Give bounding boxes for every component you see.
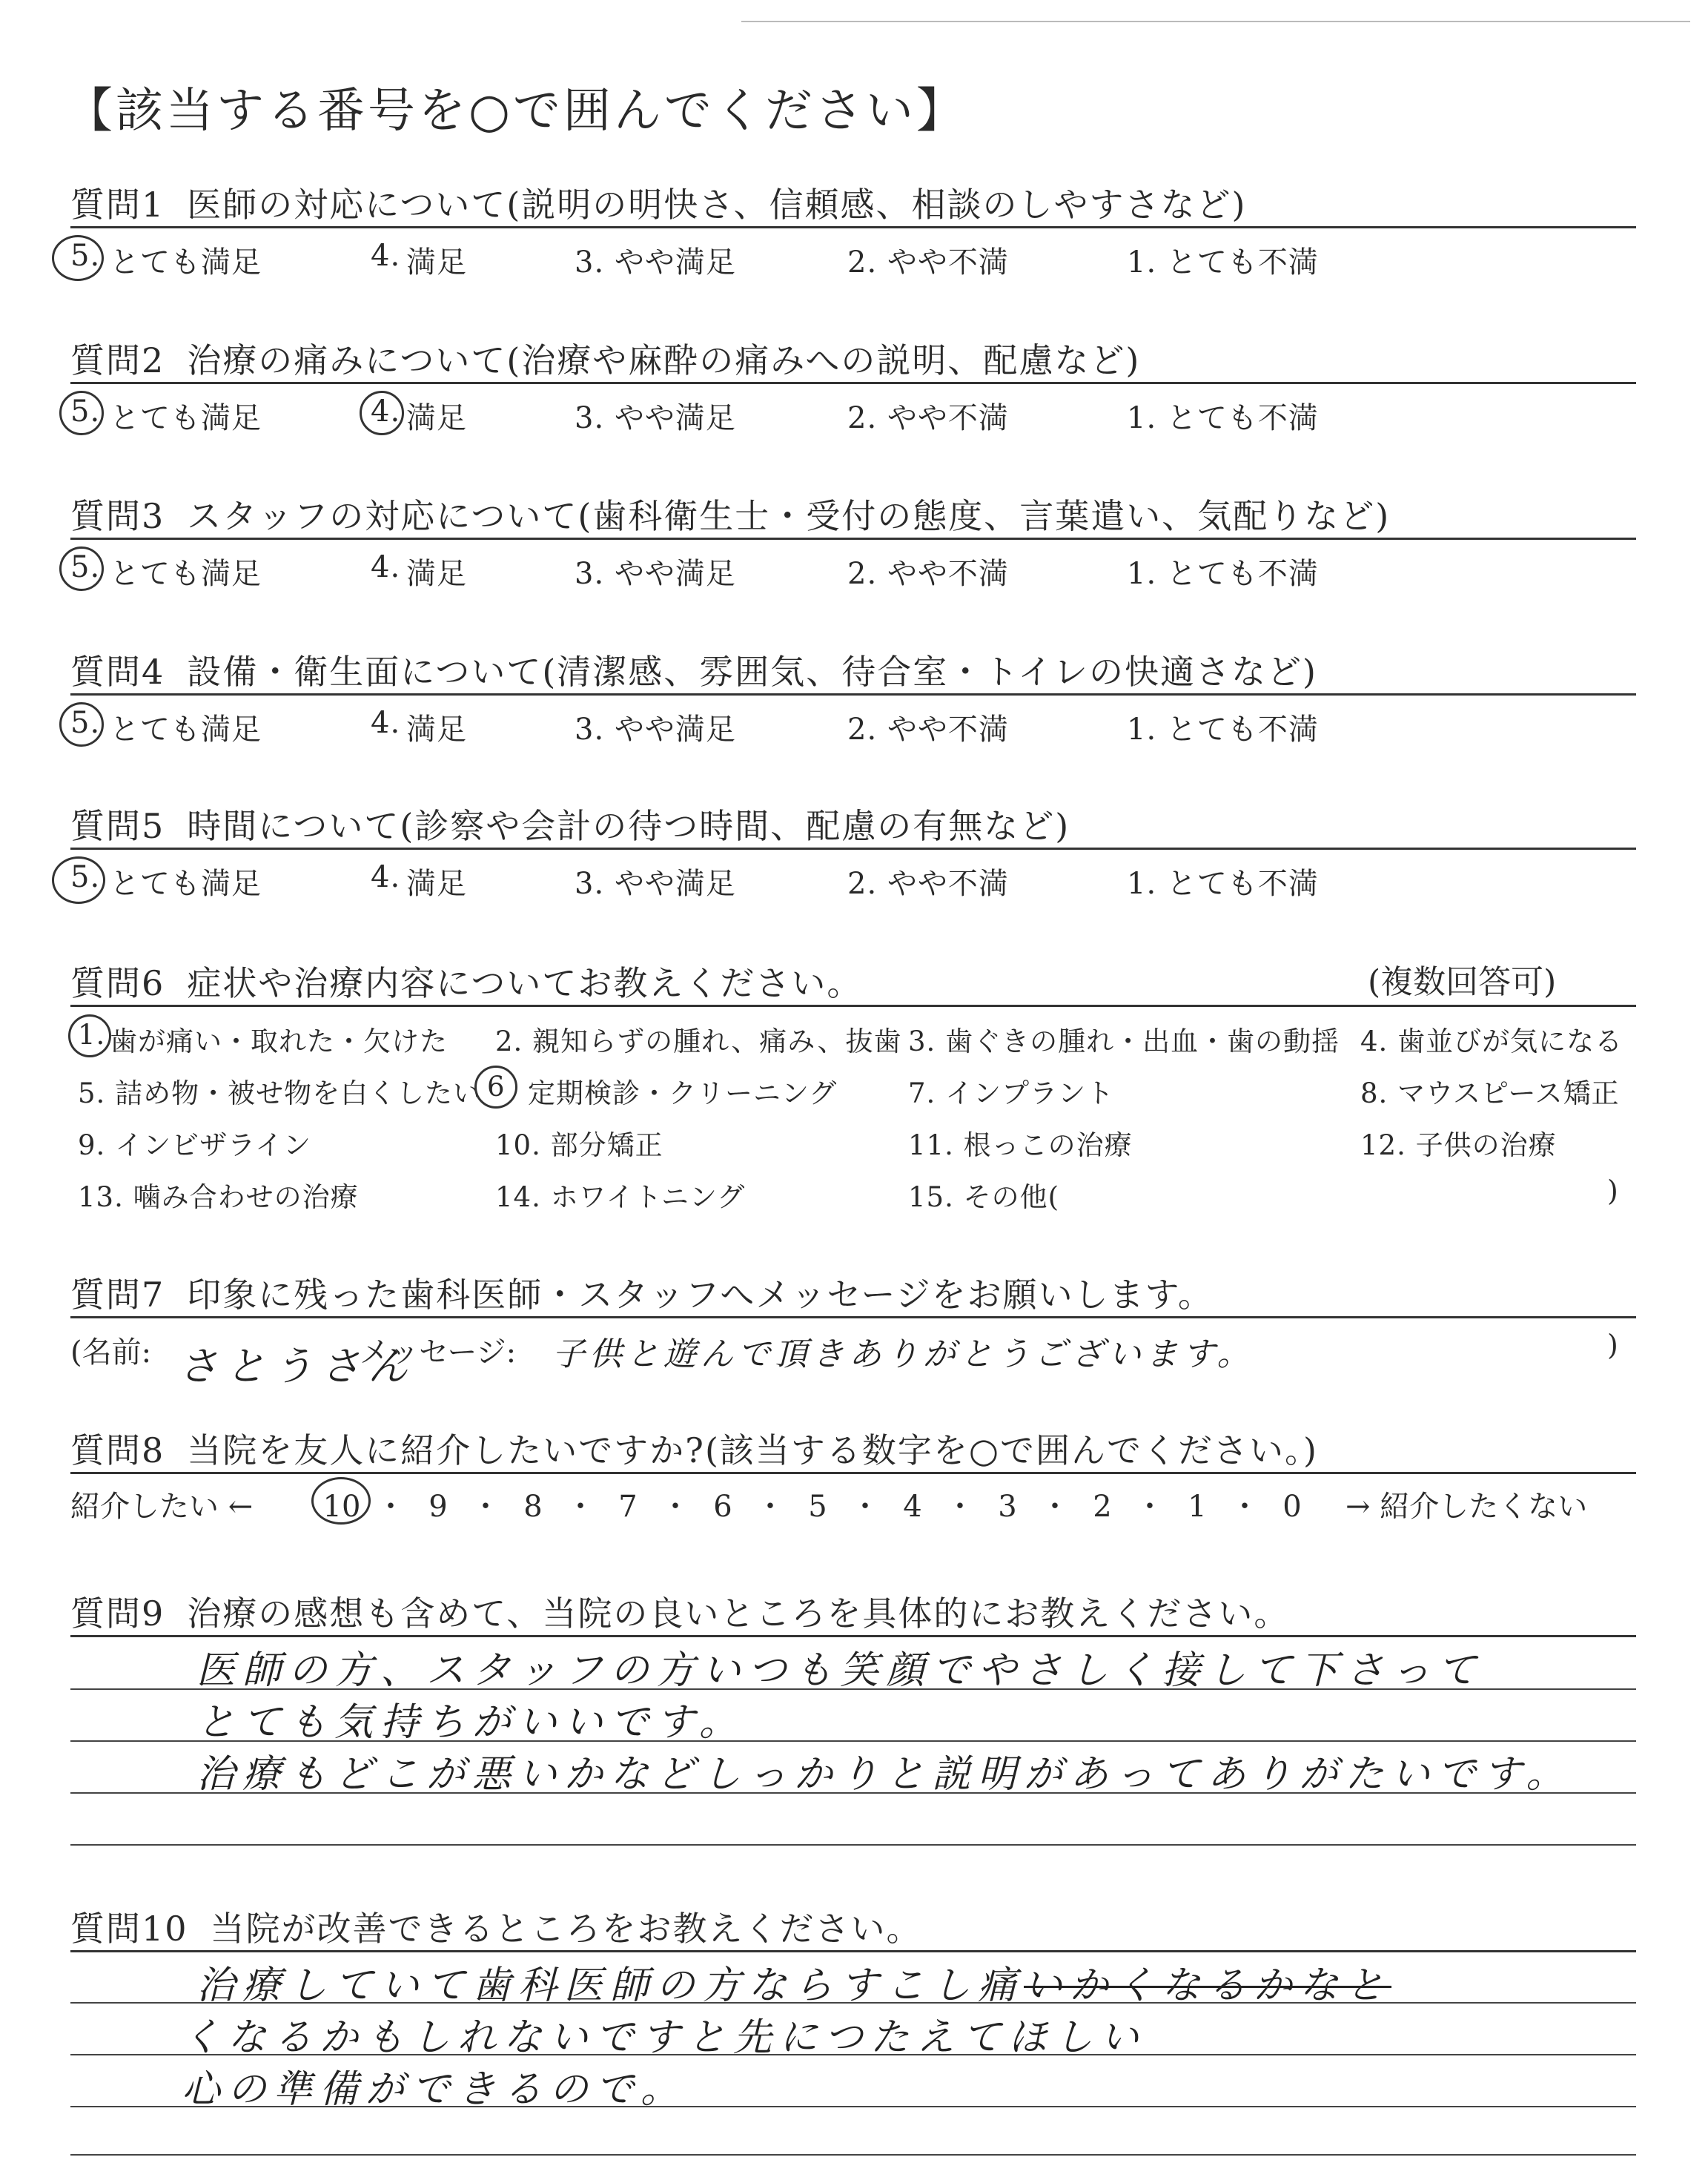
q9-rule <box>70 1635 1636 1637</box>
q4-option-2[interactable]: 2. やや不満 <box>847 713 1009 747</box>
q2-rule <box>70 382 1636 384</box>
q8-scale-value-2[interactable]: 2 <box>1093 1490 1112 1524</box>
q7-rule <box>70 1316 1636 1318</box>
q6-option-1-label[interactable]: 歯が痛い・取れた・欠けた <box>110 1025 448 1057</box>
q9-text: 治療の感想も含めて、当院の良いところを具体的にお教えください。 <box>187 1593 1290 1634</box>
q6-option-12[interactable]: 12. 子供の治療 <box>1360 1129 1557 1161</box>
q2-number: 質問2 <box>70 340 165 380</box>
q3-option-3[interactable]: 3. やや満足 <box>575 557 736 591</box>
q2-option-4-num[interactable]: 4. <box>371 394 401 429</box>
q10-rule <box>70 1950 1636 1952</box>
q2-text: 治療の痛みについて(治療や麻酔の痛みへの説明、配慮など) <box>187 340 1141 380</box>
q6-option-15[interactable]: 15. その他( <box>908 1181 1060 1213</box>
q7-name-handwritten[interactable]: さとうさん <box>178 1343 415 1390</box>
q8-scale-separator: ・ <box>1040 1490 1070 1524</box>
q4-option-4-num[interactable]: 4. <box>371 706 401 740</box>
q10-text: 当院が改善できるところをお教えください。 <box>210 1909 922 1949</box>
q2-option-2[interactable]: 2. やや不満 <box>847 401 1009 435</box>
q8-scale-separator: ・ <box>376 1490 406 1524</box>
q8-scale-separator: ・ <box>566 1490 595 1524</box>
q8-right-label: → 紹介したくない <box>1345 1490 1588 1524</box>
q8-scale-separator: ・ <box>471 1490 500 1524</box>
q3-heading <box>70 489 1390 538</box>
q8-scale-separator: ・ <box>1135 1490 1165 1524</box>
q9-heading <box>70 1587 1289 1636</box>
q6-option-5[interactable]: 5. 詰め物・被せ物を白くしたい <box>78 1077 482 1109</box>
q1-option-4-label[interactable]: 満足 <box>406 245 467 280</box>
q5-option-5-num[interactable]: 5. <box>70 860 101 894</box>
q6-option-11[interactable]: 11. 根っこの治療 <box>908 1129 1133 1161</box>
q6-multiple-note: (複数回答可) <box>1368 963 1557 1001</box>
q10-answer-line: 心の準備ができるので。 <box>182 2067 686 2112</box>
q5-option-4-num[interactable]: 4. <box>371 860 401 894</box>
q8-scale-value-5[interactable]: 5 <box>808 1490 827 1524</box>
q6-option-2[interactable]: 2. 親知らずの腫れ、痛み、抜歯 <box>495 1025 902 1057</box>
q2-option-4-label[interactable]: 満足 <box>406 401 467 435</box>
q7-number: 質問7 <box>70 1275 165 1315</box>
q2-heading <box>70 334 1140 383</box>
q1-rule <box>70 226 1636 228</box>
q8-scale-value-9[interactable]: 9 <box>428 1490 448 1524</box>
q10-number: 質問10 <box>70 1909 188 1949</box>
q5-option-5-label[interactable]: とても満足 <box>110 867 262 901</box>
q6-option-14[interactable]: 14. ホワイトニング <box>495 1181 746 1213</box>
q4-option-5-label[interactable]: とても満足 <box>110 713 262 747</box>
q3-rule <box>70 538 1636 540</box>
q7-name-label: (名前: <box>70 1335 152 1370</box>
q1-option-1[interactable]: 1. とても不満 <box>1127 245 1319 280</box>
q10-heading <box>70 1902 922 1951</box>
q3-option-4-num[interactable]: 4. <box>371 550 401 584</box>
q7-message-label: メッセージ: <box>360 1335 517 1370</box>
q8-scale-separator: ・ <box>1230 1490 1260 1524</box>
q6-other-close-paren: ) <box>1607 1175 1618 1207</box>
q5-option-4-label[interactable]: 満足 <box>406 867 467 901</box>
q2-option-5-label[interactable]: とても満足 <box>110 401 262 435</box>
q8-scale-value-10[interactable]: 10 <box>322 1490 361 1524</box>
q1-option-3[interactable]: 3. やや満足 <box>575 245 736 280</box>
q4-number: 質問4 <box>70 652 165 692</box>
q8-scale-value-1[interactable]: 1 <box>1188 1490 1207 1524</box>
q5-option-3[interactable]: 3. やや満足 <box>575 867 736 901</box>
q5-heading <box>70 799 1070 848</box>
q8-left-label: 紹介したい ← <box>70 1490 254 1524</box>
q6-option-13[interactable]: 13. 噛み合わせの治療 <box>78 1181 359 1213</box>
q8-scale-value-3[interactable]: 3 <box>998 1490 1017 1524</box>
q5-rule <box>70 848 1636 850</box>
q8-scale-separator: ・ <box>661 1490 690 1524</box>
q6-heading <box>70 957 862 1005</box>
q9-number: 質問9 <box>70 1593 165 1634</box>
q2-option-3[interactable]: 3. やや満足 <box>575 401 736 435</box>
q3-option-4-label[interactable]: 満足 <box>406 557 467 591</box>
q6-option-8[interactable]: 8. マウスピース矯正 <box>1360 1077 1620 1109</box>
q8-scale-value-0[interactable]: 0 <box>1282 1490 1302 1524</box>
q5-option-2[interactable]: 2. やや不満 <box>847 867 1009 901</box>
q1-option-4-num[interactable]: 4. <box>371 239 401 273</box>
q8-scale <box>315 1483 1317 1525</box>
q9-ruled-line <box>70 1844 1636 1846</box>
q5-number: 質問5 <box>70 806 165 846</box>
q8-number: 質問8 <box>70 1430 165 1470</box>
q6-option-9[interactable]: 9. インビザライン <box>78 1129 311 1161</box>
q6-rule <box>70 1005 1636 1007</box>
q6-option-6-label[interactable]: 定期検診・クリーニング <box>528 1077 838 1109</box>
scan-edge-line <box>741 21 1690 22</box>
q8-heading <box>70 1424 1318 1473</box>
q1-heading <box>70 178 1246 227</box>
q3-number: 質問3 <box>70 496 165 536</box>
q4-option-1[interactable]: 1. とても不満 <box>1127 713 1319 747</box>
q10-answer-line: くなるかもしれないですと先につたえてほしい <box>182 2015 1146 2060</box>
q3-text: スタッフの対応について(歯科衛生士・受付の態度、言葉遣い、気配りなど) <box>187 496 1391 536</box>
q1-option-5-label[interactable]: とても満足 <box>110 245 262 280</box>
q8-scale-separator: ・ <box>945 1490 975 1524</box>
q10-answer-line <box>196 1954 1391 2009</box>
q8-rule <box>70 1472 1636 1474</box>
q8-text: 当院を友人に紹介したいですか?(該当する数字を○で囲んでください。) <box>187 1430 1318 1470</box>
q4-option-4-label[interactable]: 満足 <box>406 713 467 747</box>
q3-option-5-label[interactable]: とても満足 <box>110 557 262 591</box>
q6-option-4[interactable]: 4. 歯並びが気になる <box>1360 1025 1623 1057</box>
q1-option-2[interactable]: 2. やや不満 <box>847 245 1009 280</box>
q3-option-2[interactable]: 2. やや不満 <box>847 557 1009 591</box>
q7-close-paren: ) <box>1607 1329 1618 1361</box>
q7-message-handwritten[interactable]: 子供と遊んで頂きありがとうございます。 <box>552 1335 1254 1373</box>
q9-answer-line: とても気持ちがいいです。 <box>196 1700 745 1745</box>
q10-answer-line-1: 治療していて歯科医師の方ならすこし痛 <box>196 1964 1025 2008</box>
q7-heading <box>70 1268 1214 1317</box>
q6-option-3[interactable]: 3. 歯ぐきの腫れ・出血・歯の動揺 <box>908 1025 1340 1057</box>
q5-text: 時間について(診察や会計の待つ時間、配慮の有無など) <box>187 806 1070 846</box>
q8-scale-separator: ・ <box>755 1490 785 1524</box>
q6-option-10[interactable]: 10. 部分矯正 <box>495 1129 663 1161</box>
q4-rule <box>70 693 1636 696</box>
q2-option-5-num[interactable]: 5. <box>70 394 101 429</box>
q9-answer-line: 治療もどこが悪いかなどしっかりと説明があってありがたいです。 <box>196 1752 1572 1797</box>
q10-struck-text: いかくなるかなと <box>1024 1964 1392 2008</box>
q7-text: 印象に残った歯科医師・スタッフへメッセージをお願いします。 <box>187 1275 1214 1315</box>
q6-number: 質問6 <box>70 963 165 1003</box>
q9-answer-line: 医師の方、スタッフの方いつも笑顔でやさしく接して下さって <box>196 1648 1484 1693</box>
page-title: 【該当する番号を○で囲んでください】 <box>65 84 967 139</box>
q4-option-3[interactable]: 3. やや満足 <box>575 713 736 747</box>
q1-option-5-num[interactable]: 5. <box>70 239 101 273</box>
q6-option-6-num[interactable]: 6 <box>487 1071 506 1103</box>
q3-option-5-num[interactable]: 5. <box>70 550 101 584</box>
q1-number: 質問1 <box>70 185 165 225</box>
q8-scale-value-4[interactable]: 4 <box>903 1490 922 1524</box>
q4-heading <box>70 645 1317 694</box>
q10-ruled-line <box>70 2154 1636 2156</box>
q8-scale-separator: ・ <box>850 1490 880 1524</box>
q6-text: 症状や治療内容についてお教えください。 <box>187 963 863 1003</box>
q4-option-5-num[interactable]: 5. <box>70 706 101 740</box>
q4-text: 設備・衛生面について(清潔感、雰囲気、待合室・トイレの快適さなど) <box>187 652 1317 692</box>
q2-option-1[interactable]: 1. とても不満 <box>1127 401 1319 435</box>
q1-text: 医師の対応について(説明の明快さ、信頼感、相談のしやすさなど) <box>187 185 1247 225</box>
q6-option-1-num[interactable]: 1. <box>78 1019 106 1051</box>
q8-scale-value-7[interactable]: 7 <box>618 1490 638 1524</box>
q8-scale-value-6[interactable]: 6 <box>713 1490 732 1524</box>
q8-scale-value-8[interactable]: 8 <box>523 1490 543 1524</box>
q6-option-7[interactable]: 7. インプラント <box>908 1077 1115 1109</box>
q5-option-1[interactable]: 1. とても不満 <box>1127 867 1319 901</box>
q3-option-1[interactable]: 1. とても不満 <box>1127 557 1319 591</box>
